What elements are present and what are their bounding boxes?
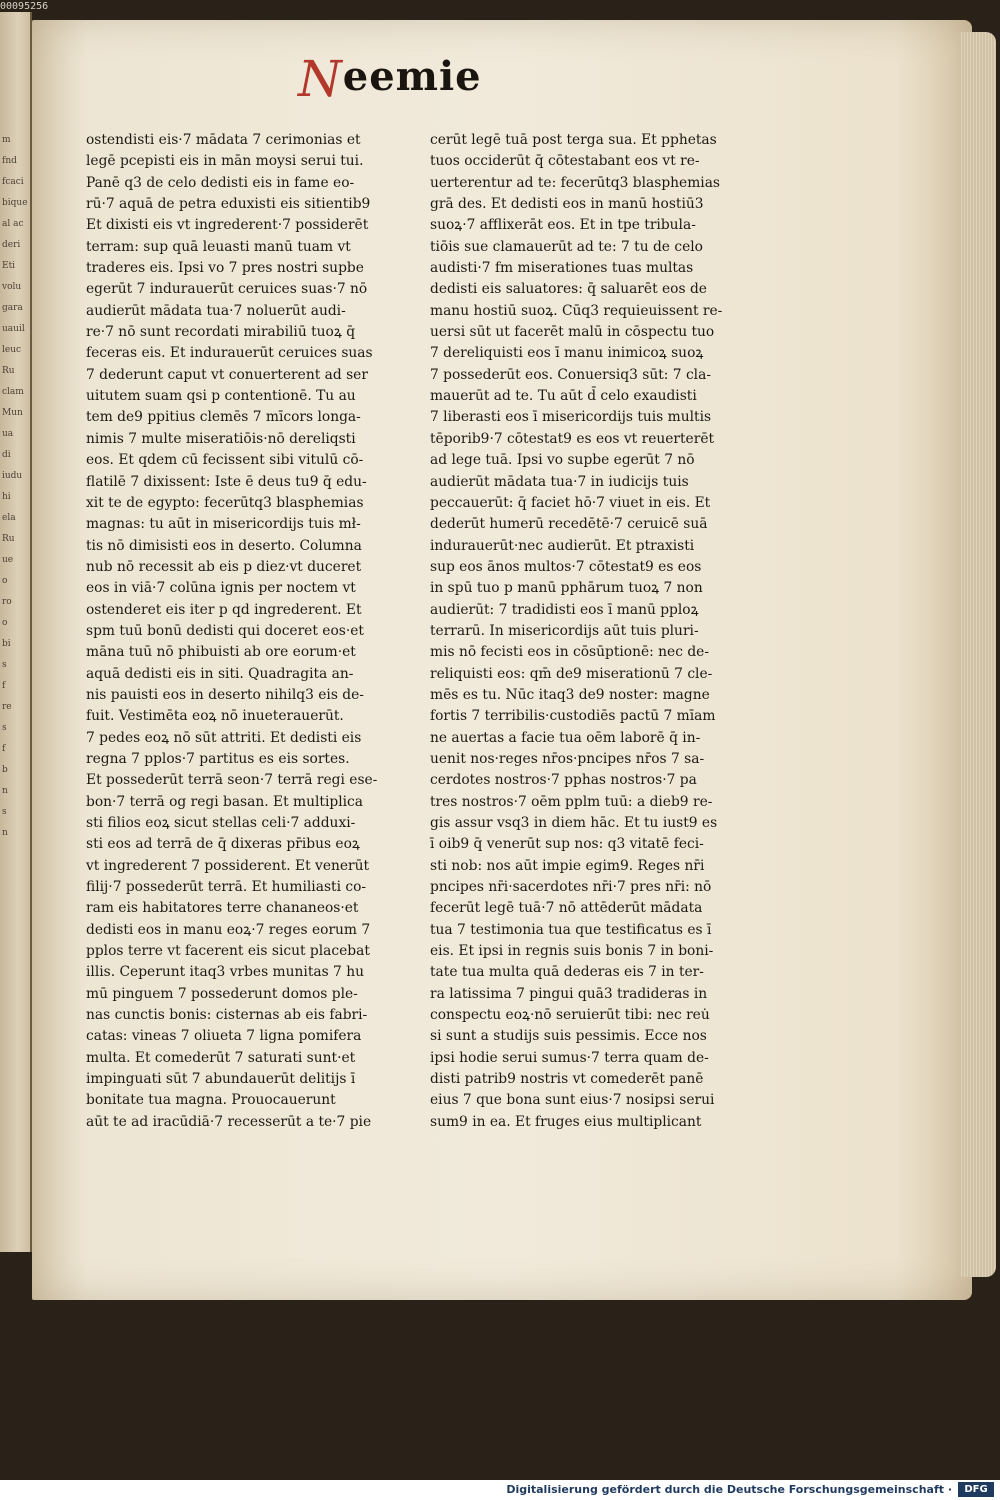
text-line: audierūt: 7 tradidisti eos ī manū pploꝝ [430,601,699,618]
text-line: rū·7 aquā de petra eduxisti eis sitientib9 [86,196,371,213]
text-line: egerūt 7 indurauerūt ceruices suas·7 nō [86,281,368,298]
margin-fragment: deri [2,240,21,250]
text-line: ostenderet eis iter p qd ingrederent. Et [86,601,362,618]
text-line: audierūt mādata tua·7 noluerūt audi- [86,302,346,319]
text-line: eos. Et qdem cū fecissent sibi vitulū cō- [86,452,364,469]
text-line: terram: sup quā leuasti manū tuam vt [86,238,351,255]
margin-fragment: ua [2,429,14,439]
text-line: uersi sūt ut facerēt malū in cōspectu tuo [430,324,715,341]
text-line: ram eis habitatores terre chananeos·et [86,900,359,917]
text-line: illis. Ceperunt itaq3 vrbes munitas 7 hu [86,964,364,981]
margin-fragment: al ac [2,219,24,229]
margin-fragment: leuc [2,345,22,355]
text-line: nimis 7 multe miseratiōis·nō dereliqsti [86,430,356,447]
margin-fragment: uauil [2,324,25,334]
text-line: eos in viā·7 colūna ignis per noctem vt [86,580,356,597]
margin-fragment: m [2,135,11,145]
text-line: eius 7 que bona sunt eius·7 nosipsi serui [430,1092,715,1109]
margin-fragment: o [2,576,8,586]
text-line: Et dixisti eis vt ingrederent·7 possiderēt [86,217,369,234]
margin-fragment: f [2,744,6,754]
text-line: aūt te ad iracūdiā·7 recesserūt a te·7 pie [86,1113,372,1130]
text-line: uitutem suam qsi p contentionē. Tu au [86,388,356,405]
margin-fragment: f [2,681,6,691]
text-line: tis nō dimisisti eos in deserto. Columna [86,537,362,554]
text-line: spm tuū bonū dedisti qui doceret eos·et [86,622,364,639]
text-line: flatilē 7 dixissent: Iste ē deus tu9 q̄ edu- [86,473,367,490]
text-line: sti eos ad terrā de q̄ dixeras pr̄ibus eoꝝ [86,836,360,853]
margin-fragment: n [2,828,8,838]
margin-fragment: di [2,450,11,460]
text-line: ostendisti eis·7 mādata 7 cerimonias et [86,132,361,148]
margin-fragment: n [2,786,8,796]
running-title [298,44,482,108]
page-block-edge [960,32,996,1277]
text-line: dedisti eos in manu eoꝝ·7 reges eorum 7 [86,921,371,938]
text-line: traderes eis. Ipsi vo 7 pres nostri supbe [86,260,364,277]
margin-fragment: ue [2,555,14,565]
text-line: tres nostros·7 oēm pplm tuū: a dieb9 re- [430,793,713,810]
text-line: fortis 7 terribilis·custodiēs pactū 7 mīam [430,708,716,725]
text-line: legē pcepisti eis in mān moysi serui tui. [86,153,364,170]
text-line: mū pinguem 7 possederunt domos ple- [86,985,358,1002]
text-line: regna 7 pplos·7 partitus es eis sortes. [86,750,350,767]
text-line: audisti·7 fm miserationes tuas multas [430,260,694,277]
text-line: xit te de egypto: fecerūtq3 blasphemias [86,494,364,511]
text-line: tēporib9·7 cōtestat9 es eos vt reuerterēt [430,430,715,447]
text-line: aquā dedisti eis in siti. Quadragita an- [86,665,354,682]
text-column-left [86,130,398,1133]
text-line: 7 liberasti eos ī misericordijs tuis multis [430,409,712,426]
text-line: 7 dereliquisti eos ī manu inimicoꝝ suoꝝ [430,345,704,362]
text-line: mis nō fecisti eos in cōsūptionē: nec de- [430,644,709,661]
margin-fragment: Mun [2,408,23,418]
text-line: pncipes nr̄i·sacerdotes nr̄i·7 pres nr̄i: nō [430,879,712,896]
text-line: ra latissima 7 pingui quā3 tradideras in [430,985,708,1002]
margin-fragment: Ru [2,366,15,376]
text-line: re·7 nō sunt recordati mirabiliū tuoꝝ q̄ [86,324,356,341]
text-line: tua 7 testimonia tua que testificatus es ī [430,921,712,938]
text-line: terrarū. In misericordijs aūt tuis pluri- [430,622,699,639]
text-line: 7 pedes eoꝝ nō sūt attriti. Et dedisti eis [86,729,362,746]
text-line: in spū tuo p manū pphārum tuoꝝ 7 non [430,580,703,597]
text-line: tem de9 ppitius clemēs 7 mīcors longa- [86,409,361,426]
text-line: tate tua multa quā dederas eis 7 in ter- [430,964,704,981]
margin-fragment: s [2,723,7,733]
text-line: nub nō recessit ab eis p diez·vt duceret [86,558,362,575]
margin-fragment: bi [2,639,11,649]
text-line: 7 dederunt caput vt conuerterent ad ser [86,366,368,383]
text-line: grā des. Et dedisti eos in manū hostiū3 [430,196,704,213]
text-line: suoꝝ·7 afflixerāt eos. Et in tpe tribula- [430,217,696,234]
text-line: filij·7 possederūt terrā. Et humiliasti co- [86,879,367,896]
text-line: ne auertas a facie tua oēm laborē q̄ in- [430,729,701,746]
text-line: 7 possederūt eos. Conuersiq3 sūt: 7 cla- [430,366,711,383]
text-line: indurauerūt·nec audierūt. Et ptraxisti [430,537,695,554]
text-line: disti patrib9 nostris vt comederēt panē [430,1071,704,1088]
text-line: cerūt legē tuā post terga sua. Et pphetas [430,132,717,148]
text-line: sup eos ānos multos·7 cōtestat9 es eos [430,558,702,575]
image-id-label: 00095256 [0,1,49,12]
text-line: tiōis sue clamauerūt ad te: 7 tu de celo [430,238,703,255]
title-text: eemie [342,53,482,100]
text-line: si sunt a studijs suis pessimis. Ecce nos [430,1028,707,1045]
text-line: nis pauisti eos in deserto nihilq3 eis de- [86,686,364,703]
text-line: bonitate tua magna. Prouocauerunt [86,1092,336,1109]
facing-page-margin-text [2,130,28,844]
margin-fragment: hi [2,492,11,502]
margin-fragment: volu [2,282,22,292]
text-line: gis assur vsq3 in diem hāc. Et tu iust9 es [430,815,718,831]
margin-fragment: re [2,702,12,712]
margin-fragment: o [2,618,8,628]
facing-page-edge [0,12,32,1252]
margin-fragment: s [2,660,7,670]
text-line: mauerūt ad te. Tu aūt d̄ celo exaudisti [430,388,697,405]
text-line: audierūt mādata tua·7 in iudicijs tuis [430,473,689,490]
text-line: ad lege tuā. Ipsi vo supbe egerūt 7 nō [430,452,695,469]
text-line: ī oib9 q̄ venerūt sup nos: q3 vitatē feci- [430,836,704,853]
text-line: impinguati sūt 7 abundauerūt delitijs ī [86,1071,356,1088]
text-line: reliquisti eos: qm̄ de9 miserationū 7 cle- [430,665,713,682]
text-line: vt ingrederent 7 possiderent. Et venerūt [86,857,370,874]
margin-fragment: ro [2,597,12,607]
text-line: māna tuū nō phibuisti ab ore eorum·et [86,644,356,661]
text-line: cerdotes nostros·7 pphas nostros·7 pa [430,772,697,789]
text-line: multa. Et comederūt 7 saturati sunt·et [86,1049,356,1066]
text-line: eis. Et ipsi in regnis suis bonis 7 in boni- [430,943,714,960]
text-line: catas: vineas 7 oliueta 7 ligna pomifera [86,1028,362,1045]
text-line: peccauerūt: q̄ faciet hō·7 viuet in eis. Et [430,494,711,511]
margin-fragment: bique [2,198,28,208]
title-initial: N [298,50,343,108]
text-line: mēs es tu. Nūc itaq3 de9 noster: magne [430,686,710,703]
text-line: ipsi hodie serui sumus·7 terra quam de- [430,1049,709,1066]
text-line: fecerūt legē tuā·7 nō attēderūt mādata [430,900,703,917]
margin-fragment: iudu [2,471,23,481]
text-line: dedisti eis saluatores: q̄ saluarēt eos de [430,281,707,298]
text-column-right [430,130,748,1133]
margin-fragment: gara [2,303,23,313]
dfg-logo: DFG [958,1482,994,1497]
footer-credit: Digitalisierung gefördert durch die Deutsche Forschungsgemeinschaft · [506,1483,952,1496]
margin-fragment: Eti [2,261,16,271]
text-line: fuit. Vestimēta eoꝝ nō inueterauerūt. [86,708,344,725]
margin-fragment: clam [2,387,24,397]
text-line: pplos terre vt facerent eis sicut placebat [86,943,370,960]
text-line: conspectu eoꝝ·nō seruierūt tibi: nec reu̇ [430,1007,710,1024]
text-line: sti filios eoꝝ sicut stellas celi·7 adduxi- [86,815,356,831]
text-line: sum9 in ea. Et fruges eius multiplicant [430,1113,702,1130]
text-line: Et possederūt terrā seon·7 terrā regi ese- [86,772,378,789]
text-line: bon·7 terrā og regi basan. Et multiplica [86,793,363,810]
text-line: magnas: tu aūt in misericordijs tuis mł- [86,516,361,533]
text-line: manu hostiū suoꝝ. Cūq3 requieuissent re- [430,302,723,319]
margin-fragment: ela [2,513,16,523]
margin-fragment: b [2,765,8,775]
margin-fragment: fnd [2,156,17,166]
text-line: uenit nos·reges nr̄os·pncipes nr̄os 7 sa- [430,750,705,767]
margin-fragment: fcaci [2,177,24,187]
margin-fragment: s [2,807,7,817]
text-line: nas cunctis bonis: cisternas ab eis fabri- [86,1007,368,1024]
text-line: Panē q3 de celo dedisti eis in fame eo- [86,174,355,191]
footer-bar [0,1480,1000,1500]
margin-fragment: Ru [2,534,15,544]
text-line: tuos occiderūt q̄ cōtestabant eos vt re- [430,153,700,170]
text-line: feceras eis. Et indurauerūt ceruices suas [86,345,373,362]
text-line: dederūt humerū recedētē·7 ceruicē suā [430,516,708,533]
text-line: uerterentur ad te: fecerūtq3 blasphemias [430,174,721,191]
text-line: sti nob: nos aūt impie egim9. Reges nr̄i [430,857,705,874]
